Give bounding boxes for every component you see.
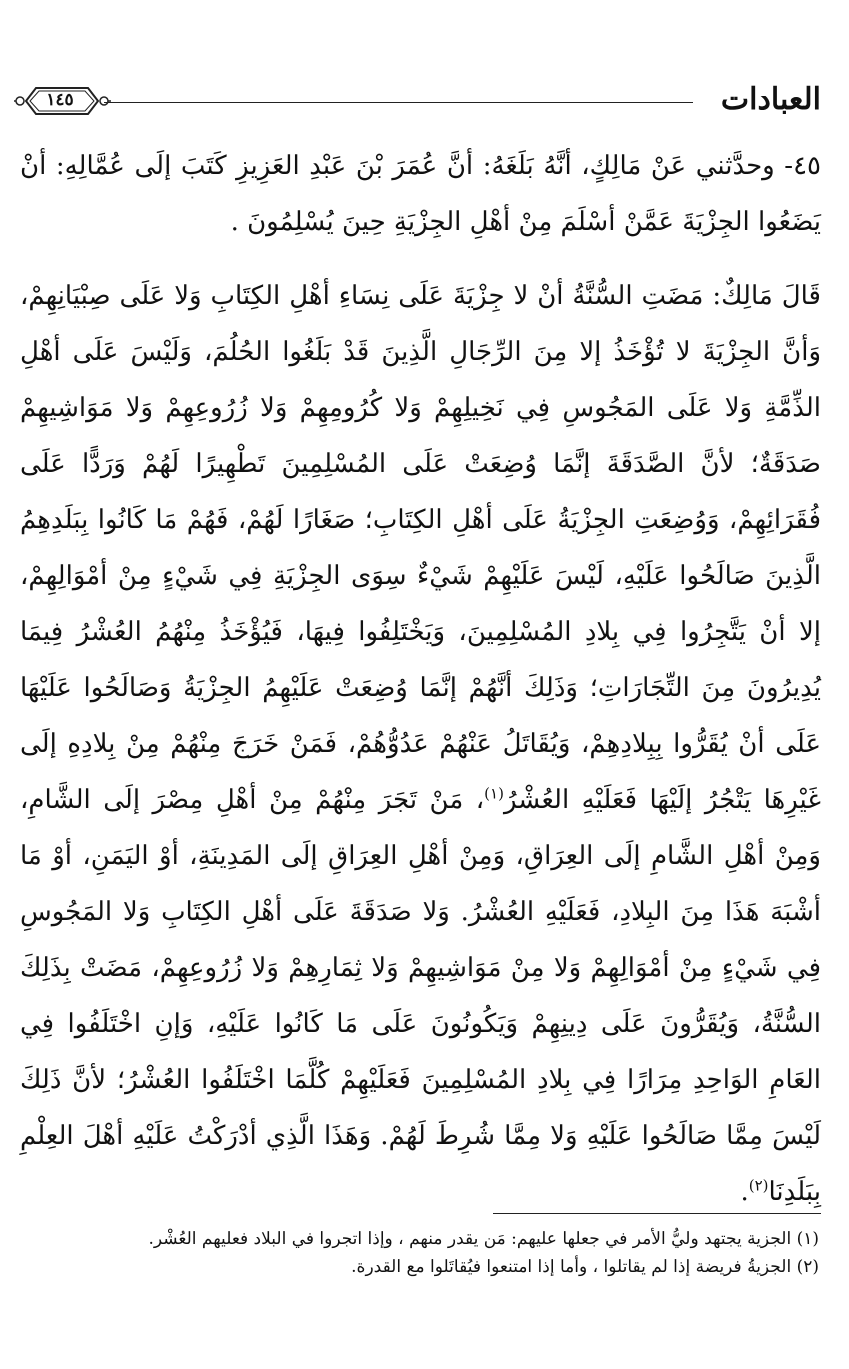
hadith-paragraph [20, 138, 821, 250]
commentary-end: . [740, 1177, 749, 1207]
page-number: ١٤٥ [46, 90, 74, 110]
footnote-separator [493, 1213, 821, 1214]
chapter-title: العبادات [720, 82, 821, 117]
commentary-text-part-2: ، مَنْ تَجَرَ مِنْهُمْ مِنْ أهْلِ مِصْرَ إلَى الشَّامِ، وَمِنْ أهْلِ الشَّامِ إلَى العِرَاقِ، وَمِنْ أهْلِ العِرَاقِ إلَى المَدِينَةِ، أوْ اليَمَنِ، أوْ مَا أشْبَهَ هَذَا مِنَ البِلادِ، فَعَلَيْهِ العُشْرُ. وَلا صَدَقَةَ عَلَى أهْلِ الكِتَابِ وَلا المَجُوسِ فِي شَيْءٍ مِنْ أمْوَالِهِمْ وَلا مِنْ مَوَاشِيهِمْ وَلا ثِمَارِهِمْ وَلا زُرُوعِهِمْ، مَضَتْ بِذَلِكَ السُّنَّةُ، وَيُقَرُّونَ عَلَى دِينِهِمْ وَيَكُونُونَ عَلَى مَا كَانُوا عَلَيْهِ، وَإنِ اخْتَلَفُوا فِي العَامِ الوَاحِدِ مِرَارًا فِي بِلادِ المُسْلِمِينَ فَعَلَيْهِمْ كُلَّمَا اخْتَلَفُوا العُشْرُ؛ لأنَّ ذَلِكَ لَيْسَ مِمَّا صَالَحُوا عَلَيْهِ وَلا مِمَّا شُرِطَ لَهُمْ. وَهَذَا الَّذِي أدْرَكْتُ عَلَيْهِ أهْلَ العِلْمِ بِبَلَدِنَا [20, 785, 821, 1207]
commentary-paragraph [20, 268, 821, 1220]
page-header [12, 80, 821, 130]
commentary-text-part-1: قَالَ مَالِكٌ: مَضَتِ السُّنَّةُ أنْ لا جِزْيَةَ عَلَى نِسَاءِ أهْلِ الكِتَابِ وَلا عَلَى صِبْيَانِهِمْ، وَأنَّ الجِزْيَةَ لا تُؤْخَذُ إلا مِنَ الرِّجَالِ الَّذِينَ قَدْ بَلَغُوا الحُلُمَ، وَلَيْسَ عَلَى أهْلِ الذِّمَّةِ وَلا عَلَى المَجُوسِ فِي نَخِيلِهِمْ وَلا كُرُومِهِمْ وَلا زُرُوعِهِمْ وَلا مَوَاشِيهِمْ صَدَقَةٌ؛ لأنَّ الصَّدَقَةَ إنَّمَا وُضِعَتْ عَلَى المُسْلِمِينَ تَطْهِيرًا لَهُمْ وَرَدًّا عَلَى فُقَرَائِهِمْ، وَوُضِعَتِ الجِزْيَةُ عَلَى أهْلِ الكِتَابِ؛ صَغَارًا لَهُمْ، فَهُمْ مَا كَانُوا بِبَلَدِهِمُ الَّذِينَ صَالَحُوا عَلَيْهِ، لَيْسَ عَلَيْهِمْ شَيْءٌ سِوَى الجِزْيَةِ فِي شَيْءٍ مِنْ أمْوَالِهِمْ، إلا أنْ يَتَّجِرُوا فِي بِلادِ المُسْلِمِينَ، وَيَخْتَلِفُوا فِيهَا، فَيُؤْخَذُ مِنْهُمُ العُشْرُ فِيمَا يُدِيرُونَ مِنَ التِّجَارَاتِ؛ وَذَلِكَ أنَّهُمْ إنَّمَا وُضِعَتْ عَلَيْهِمُ الجِزْيَةُ وَصَالَحُوا عَلَيْهَا عَلَى أنْ يُقَرُّوا بِبِلادِهِمْ، وَيُقَاتَلُ عَنْهُمْ عَدُوُّهُمْ، فَمَنْ خَرَجَ مِنْهُمْ مِنْ بِلادِهِ إلَى غَيْرِهَا يَتْجُرُ إلَيْهَا فَعَلَيْهِ العُشْرُ [20, 281, 821, 815]
page-number-ornament [12, 82, 112, 120]
footnote-ref-2[interactable]: (٢) [748, 1176, 769, 1195]
footnote-2: (٢) الجزيةُ فريضة إذا لم يقاتلوا ، وأما إذا امتنعوا فيُقاتَلوا مع القدرة. [351, 1257, 819, 1277]
footnote-1: (١) الجزية يجتهد وليُّ الأمر في جعلها عليهم: مَن يقدر منهم ، وإذا اتجروا في البلاد فعليهم العُشْر. [148, 1229, 819, 1249]
main-text [20, 138, 821, 1220]
hadith-text: ٤٥- وحدَّثني عَنْ مَالِكٍ، أنَّهُ بَلَغَهُ: أنَّ عُمَرَ بْنَ عَبْدِ العَزِيزِ كَتَبَ إلَى عُمَّالِهِ: أنْ يَضَعُوا الجِزْيَةَ عَمَّنْ أسْلَمَ مِنْ أهْلِ الجِزْيَةِ حِينَ يُسْلِمُونَ . [20, 151, 821, 237]
footnote-ref-1[interactable]: (١) [484, 784, 504, 803]
footnotes [30, 1225, 819, 1281]
header-rule [104, 102, 693, 103]
